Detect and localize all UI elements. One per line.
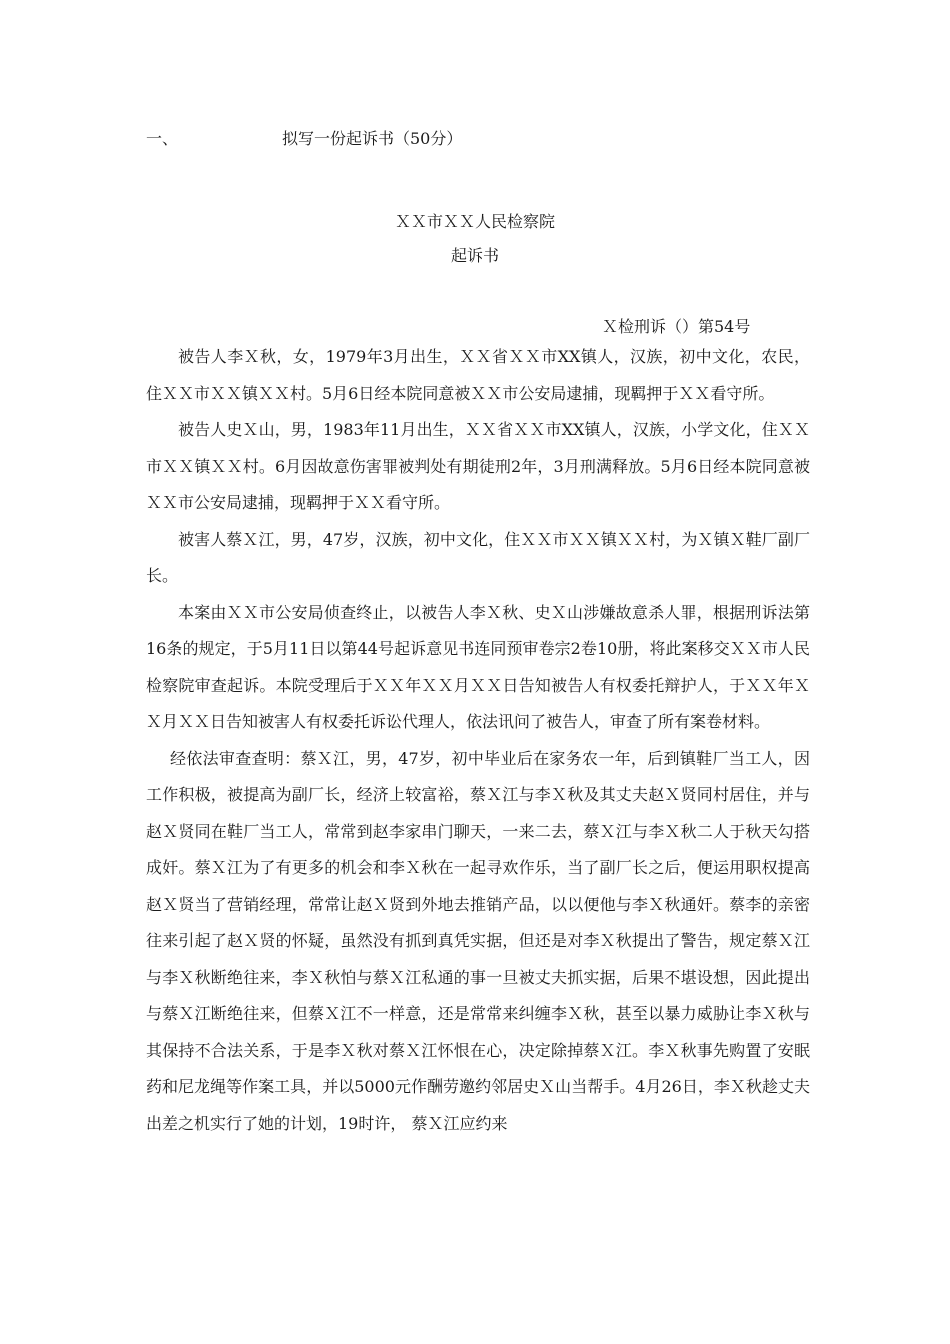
question-text: 拟写一份起诉书（50分）	[282, 129, 463, 148]
document-type-title: 起诉书	[450, 246, 499, 265]
document-number: Ｘ检刑诉（）第54号	[602, 317, 751, 336]
paragraph-facts: 经依法审查查明：蔡Ｘ江，男，47岁，初中毕业后在家务农一年，后到镇鞋厂当工人，因工作积极，被提高为副厂长，经济上较富裕，蔡Ｘ江与李Ｘ秋及其丈夫赵Ｘ贤同村居住，并与赵Ｘ贤同在鞋厂当工人，常常到赵李家串门聊天，一来二去，蔡Ｘ江与李Ｘ秋二人于秋天勾搭成奸。蔡Ｘ江为了有更多的机会和李Ｘ秋在一起寻欢作乐，当了副厂长之后，便运用职权提高赵Ｘ贤当了营销经理，常常让赵Ｘ贤到外地去推销产品，以以便他与李Ｘ秋通奸。蔡李的亲密往来引起了赵Ｘ贤的怀疑，虽然没有抓到真凭实据，但还是对李Ｘ秋提出了警告，规定蔡Ｘ江与李Ｘ秋断绝往来，李Ｘ秋怕与蔡Ｘ江私通的事一旦被丈夫抓实据，后果不堪设想，因此提出与蔡Ｘ江断绝往来，但蔡Ｘ江不一样意，还是常常来纠缠李Ｘ秋，甚至以暴力威胁让李Ｘ秋与其保持不合法关系，于是李Ｘ秋对蔡Ｘ江怀恨在心，决定除掉蔡Ｘ江。李Ｘ秋事先购置了安眠药和尼龙绳等作案工具，并以5000元作酬劳邀约邻居史Ｘ山当帮手。4月26日，李Ｘ秋趁丈夫出差之机实行了她的计划，19时许， 蔡Ｘ江应约来	[146, 748, 810, 1133]
paragraph-defendant-shi: 被告人史Ｘ山，男，1983年11月出生，ＸＸ省ＸＸ市XX镇人，汉族，小学文化，住ＸＸ市ＸＸ镇ＸＸ村。6月因故意伤害罪被判处有期徒刑2年，3月刑满释放。5月6日经本院同意被ＸＸ市公安局逮捕，现羁押于ＸＸ看守所。	[146, 420, 810, 512]
paragraph-victim: 被害人蔡Ｘ江，男，47岁，汉族，初中文化，住ＸＸ市ＸＸ镇ＸＸ村，为Ｘ镇Ｘ鞋厂副厂长。	[146, 529, 810, 585]
question-number: 一、	[146, 129, 179, 148]
document-body	[146, 339, 810, 1142]
paragraph-case-procedure: 本案由ＸＸ市公安局侦查终止，以被告人李Ｘ秋、史Ｘ山涉嫌故意杀人罪，根据刑诉法第16条的规定，于5月11日以第44号起诉意见书连同预审卷宗2卷10册，将此案移交ＸＸ市人民检察院审查起诉。本院受理后于ＸＸ年ＸＸ月ＸＸ日告知被告人有权委托辩护人，于ＸＸ年ＸＸ月ＸＸ日告知被害人有权委托诉讼代理人，依法讯问了被告人，审查了所有案卷材料。	[146, 602, 810, 731]
agency-title: ＸＸ市ＸＸ人民检察院	[394, 212, 555, 231]
paragraph-defendant-li: 被告人李Ｘ秋，女，1979年3月出生，ＸＸ省ＸＸ市XX镇人，汉族，初中文化，农民，住ＸＸ市ＸＸ镇ＸＸ村。5月6日经本院同意被ＸＸ市公安局逮捕，现羁押于ＸＸ看守所。	[146, 347, 810, 403]
